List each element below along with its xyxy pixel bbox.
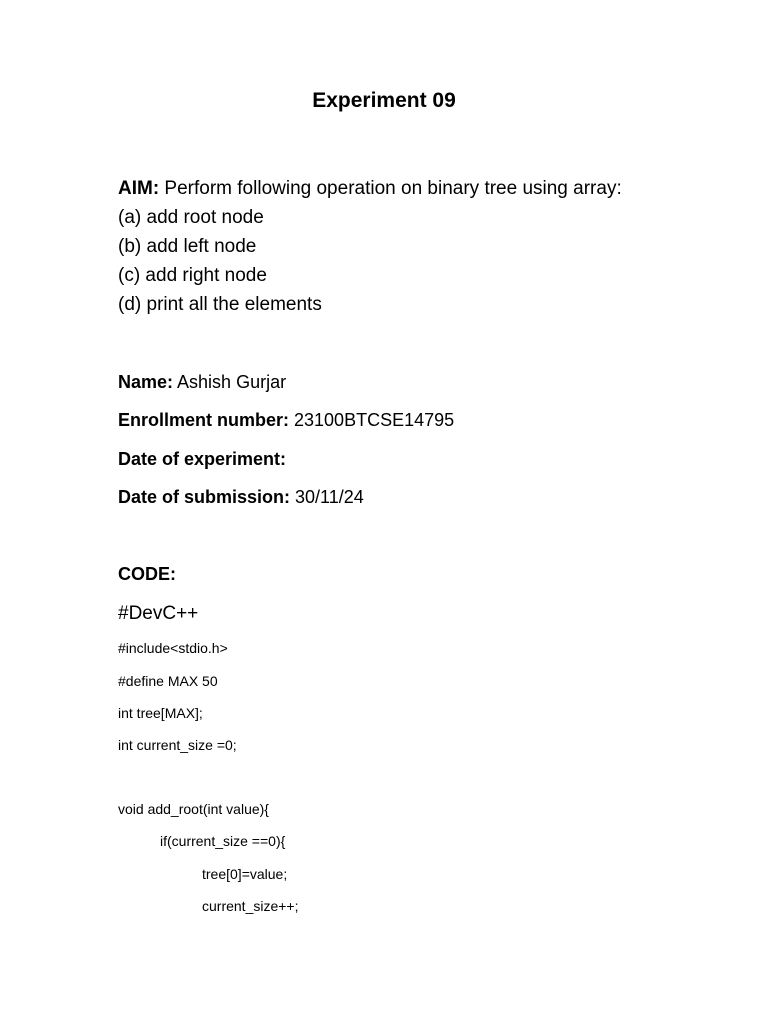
code-line: int current_size =0; [118, 737, 237, 753]
enrollment-field [118, 410, 454, 431]
aim-item-c: (c) add right node [118, 265, 267, 286]
code-line: #include<stdio.h> [118, 640, 228, 656]
date-of-submission-field [118, 487, 364, 508]
aim-label: AIM: [118, 178, 160, 199]
code-line: tree[0]=value; [202, 866, 288, 882]
aim-item-d: (d) print all the elements [118, 294, 322, 315]
code-tag: #DevC++ [118, 603, 199, 624]
code-line: current_size++; [202, 898, 299, 914]
aim-item-a: (a) add root node [118, 207, 264, 228]
code-line: if(current_size ==0){ [160, 833, 286, 849]
date-of-submission-value: 30/11/24 [290, 487, 364, 507]
aim-text: Perform following operation on binary tree using array: [159, 178, 622, 199]
code-line: int tree[MAX]; [118, 705, 203, 721]
name-value: Ashish Gurjar [173, 372, 287, 392]
date-of-experiment-field [118, 449, 286, 470]
code-line: void add_root(int value){ [118, 801, 269, 817]
aim-line [118, 178, 622, 200]
aim-item-b: (b) add left node [118, 236, 257, 257]
enrollment-value: 23100BTCSE14795 [289, 410, 455, 430]
name-field [118, 372, 286, 393]
name-label: Name: [118, 372, 174, 392]
date-of-submission-label: Date of submission: [118, 487, 291, 507]
experiment-title: Experiment 09 [312, 89, 456, 112]
code-heading: CODE: [118, 564, 176, 584]
date-of-experiment-label: Date of experiment: [118, 449, 287, 469]
code-line: #define MAX 50 [118, 673, 218, 689]
enrollment-label: Enrollment number: [118, 410, 290, 430]
